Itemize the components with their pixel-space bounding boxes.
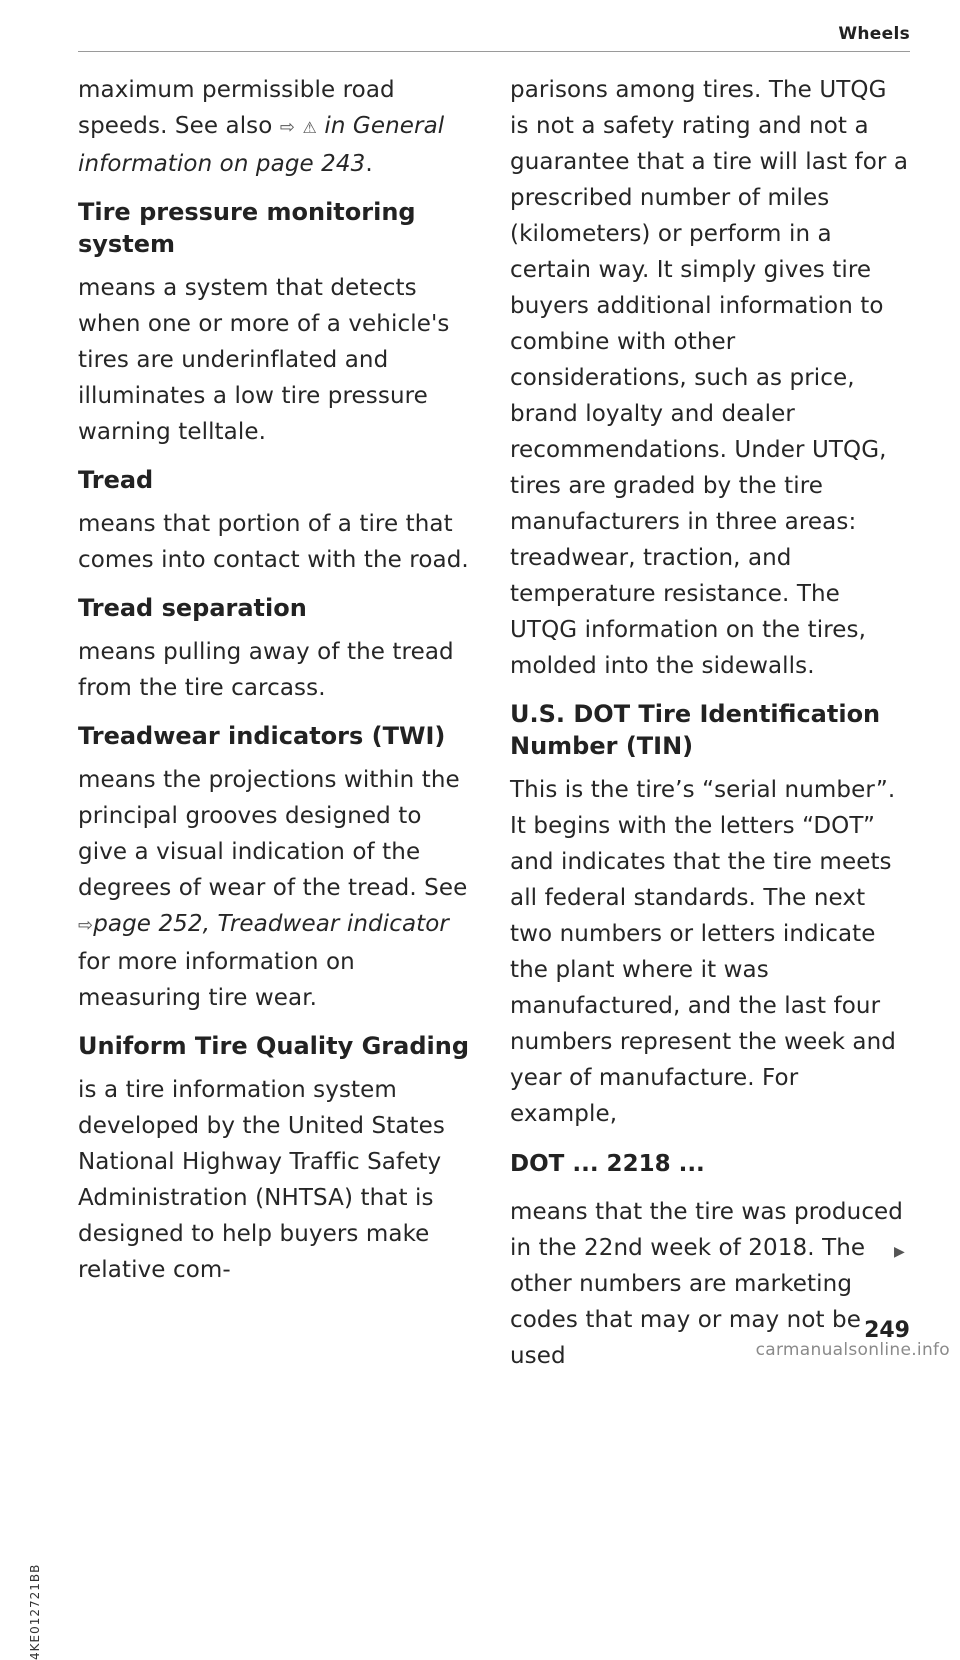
tread-heading: Tread	[78, 466, 154, 494]
tin-description: This is the tire’s “serial number”. It begins with the letters “DOT” and indicates that the tire meets all federal standards. The next two numbers or letters indicate the plant where it was manufactured, and the last four numbers represent the week and year of manufacture. For example,	[510, 777, 896, 1127]
tread-separation-heading: Tread separation	[78, 594, 307, 622]
treadwear-indicator-reference-link[interactable]: page 252, Treadwear indicator	[93, 911, 449, 937]
utqg-definition-continued: parisons among tires. The UTQG is not a safety rating and not a guarantee that a tire will last for a prescribed number of miles (kilometers) or perform in a certain way. It simply gives tire buyers additional information to combine with other considerations, such as price, brand loyalty and dealer recommendations. Under UTQG, tires are graded by the tire manufacturers in three areas: treadwear, traction, and temperature resistance. The UTQG information on the tires, molded into the sidewalls.	[510, 77, 909, 679]
running-header: Wheels	[838, 24, 910, 44]
cross-reference-arrow-icon: ⇨	[279, 117, 296, 138]
header-divider	[78, 51, 910, 52]
tpms-heading: Tire pressure monitoring system	[78, 198, 416, 258]
intro-paragraph: maximum permissible road speeds. See also ⇨ ⚠ in General information on page 243.	[78, 77, 445, 177]
document-code: 4KE012721BB	[28, 1563, 42, 1660]
right-column	[510, 72, 912, 1374]
tread-separation-definition: means pulling away of the tread from the tire carcass.	[78, 639, 454, 701]
dot-example-explanation: means that the tire was produced in the 22nd week of 2018. The other numbers are marketing codes that may or may not be used	[510, 1199, 904, 1369]
utqg-definition: is a tire information system developed by the United States National Highway Traffic Safety Administration (NHTSA) that is designed to help buyers make relative com-	[78, 1077, 445, 1283]
cross-reference-arrow-icon: ⇨	[78, 915, 94, 936]
tpms-definition: means a system that detects when one or more of a vehicle's tires are underinflated and illuminates a low tire pressure warning telltale.	[78, 275, 450, 445]
tin-heading: U.S. DOT Tire Identification Number (TIN)	[510, 700, 881, 760]
treadwear-indicators-heading: Treadwear indicators (TWI)	[78, 722, 446, 750]
watermark: carmanualsonline.info	[755, 1340, 950, 1360]
page-number: 249	[864, 1318, 910, 1343]
general-information-reference-link[interactable]: in General information on page 243	[78, 113, 445, 177]
continued-arrow-icon: ▶	[894, 1244, 905, 1260]
left-column	[78, 72, 478, 1288]
treadwear-indicators-definition: means the projections within the principal grooves designed to give a visual indication of the degrees of wear of the tread. See ⇨page 252, Treadwear indicator for more information on measuring tire wear.	[78, 767, 468, 1011]
utqg-heading: Uniform Tire Quality Grading	[78, 1032, 470, 1060]
warning-triangle-icon: ⚠	[302, 118, 317, 137]
dot-example-code: DOT ... 2218 ...	[510, 1151, 705, 1177]
tread-definition: means that portion of a tire that comes into contact with the road.	[78, 511, 469, 573]
